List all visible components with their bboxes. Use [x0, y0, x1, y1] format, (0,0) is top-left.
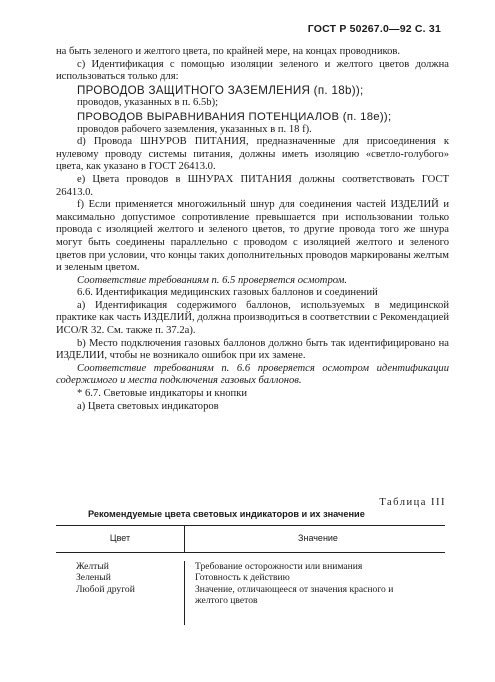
table-cell: желтого цветов [195, 594, 258, 606]
paragraph: проводов рабочего заземления, указанных в п. 18 f). [77, 123, 312, 135]
table-cell: Готовность к действию [195, 572, 290, 584]
paragraph: ПРОВОДОВ ЗАЩИТНОГО ЗАЗЕМЛЕНИЯ (п. 18b)); [77, 83, 364, 97]
paragraph: Соответствие требованиям п. 6.5 проверяется осмотром. [77, 274, 348, 286]
table-header-meaning: Значение [184, 526, 445, 552]
table-col-color [56, 561, 184, 625]
table-cell: Любой другой [76, 583, 135, 595]
document-body [56, 46, 449, 413]
paragraph: 6.6. Идентификация медицинских газовых баллонов и соединений [77, 287, 378, 299]
table-cell: Зеленый [76, 572, 111, 584]
paragraph: е) Цвета проводов в ШНУРАХ ПИТАНИЯ должны соответствовать ГОСТ 26413.0. [56, 173, 449, 198]
table-cell: Требование осторожности или внимания [195, 561, 363, 572]
table-body [56, 553, 445, 625]
paragraph: проводов, указанных в п. 6.5b); [77, 97, 219, 109]
table-cell: Желтый [76, 561, 109, 572]
table-col-meaning [184, 561, 445, 625]
table-subtitle: Рекомендуемые цвета световых индикаторов и их значение [88, 509, 365, 519]
page-header: ГОСТ Р 50267.0—92 С. 31 [307, 23, 441, 35]
paragraph: с) Идентификация с помощью изоляции зеленого и желтого цветов должна использоваться только для: [56, 58, 449, 83]
paragraph: а) Идентификация содержимого баллонов, используемых в медицинской практике как часть ИЗДЕЛИЙ, должна производиться в соответствии с Рекомендацией ИСО/R 32. См. также п. 37.2а). [56, 299, 449, 337]
paragraph: на быть зеленого и желтого цвета, по крайней мере, на концах проводников. [56, 46, 401, 57]
table-cell: Значение, отличающееся от значения красного и [195, 583, 394, 595]
paragraph: d) Провода ШНУРОВ ПИТАНИЯ, предназначенные для присоединения к нулевому проводу системы питания, должны иметь изоляцию «светло-голубого» цвета, как указано в ГОСТ 26413.0. [56, 136, 449, 173]
paragraph: b) Место подключения газовых баллонов должно быть так идентифицировано на ИЗДЕЛИИ, чтобы не возникало ошибок при их замене. [56, 337, 449, 362]
paragraph: а) Цвета световых индикаторов [77, 400, 219, 412]
table-caption: Таблица III [379, 497, 446, 508]
paragraph: Соответствие требованиям п. 6.6 проверяется осмотром идентификации содержимого и места подключения газовых баллонов. [56, 362, 449, 387]
paragraph: f) Если применяется многожильный шнур для соединения частей ИЗДЕЛИЙ и максимально допустимое сопротивление превышается при использовании только провода с изоляцией желтого и зеленого цветов, то другие провода того же шнура могут быть соединены параллельно с проводом с изоляцией желтого и зеленого цветов при условии, что концы таких дополнительных проводов маркированы желтым и зеленым цветом. [56, 199, 449, 274]
table [56, 525, 445, 625]
table-header-color: Цвет [109, 533, 131, 544]
paragraph: * 6.7. Световые индикаторы и кнопки [77, 388, 248, 400]
paragraph: ПРОВОДОВ ВЫРАВНИВАНИЯ ПОТЕНЦИАЛОВ (п. 18е)); [77, 110, 392, 123]
table-header [56, 526, 445, 552]
